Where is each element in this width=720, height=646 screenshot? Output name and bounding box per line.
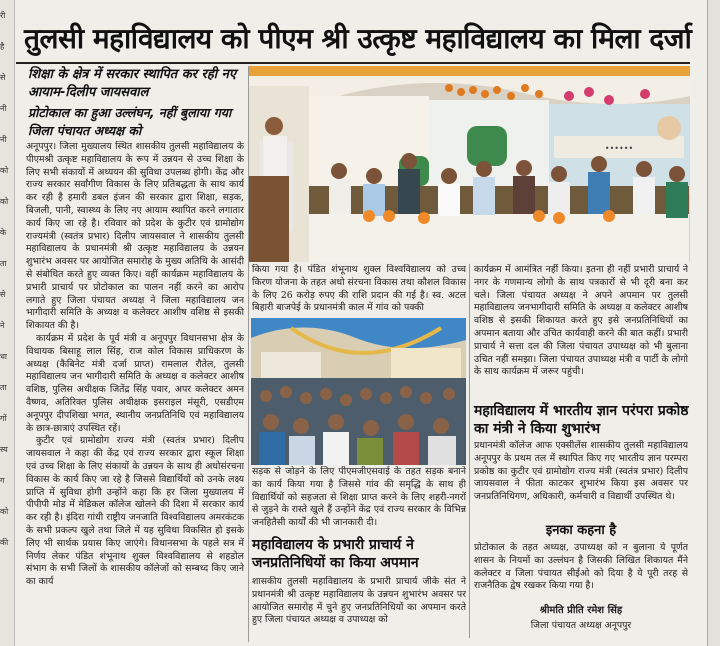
lead-paragraph-2: कार्यक्रम में प्रदेश के पूर्व मंत्री व अनूपपुर विधानसभा क्षेत्र के विधायक बिसाहू लाल सिंह, राज कोल विकास प्राधिकरण के अध्यक्ष (कैबिनेट मंत्री दर्जा प्राप्त) रामलाल रौतेल, तुलसी महाविद्यालय जन भागीदारी समिति के अध्यक्ष व कलेक्टर आशीष वशिष्ठ, पुलिस अधीक्षक जितेंद्र सिंह पवार, अपर कलेक्टर अमन वैष्णव, अतिरिक्त पुलिस अधीक्षक इसराइल मंसूरी, एसडीएम अनूपपुर दीपशिखा भगत, स्थानीय जनप्रतिनिधि एवं महाविद्यालय के छात्र-छात्राएं उपस्थित रहें। (26, 332, 244, 434)
lead-paragraph-1: अनूपपुर। जिला मुख्यालय स्थित शासकीय तुलसी महाविद्यालय के पीएमश्री उत्कृष्ट महाविद्यालय के रूप में उन्नयन से उच्च शिक्षा के लिए सभी संकायों में अध्ययन की सुविधा उपलब्ध होगी। केंद्र और राज्य सरकार सर्वांगीण विकास के लिए प्रतिबद्धता के साथ कार्य कर रही है हमारी डबल इंजन की सरकार द्वारा शिक्षा, सड़क, बिजली, पानी, स्वास्थ्य के लिए नए आयाम स्थापित करने लगातार कार्य किए जा रहे है। रविवार को प्रदेश के कुटीर एवं ग्रामोद्योग राज्यमंत्री (स्वतंत्र प्रभार) दिलीप जायसवाल ने शासकीय तुलसी महाविद्यालय के प्रधानमंत्री श्री उत्कृष्ट महाविद्यालय के उन्नयन शुभारंभ अवसर पर आयोजित समारोह के मुख्य अतिथि के आसंदी से संबोधित करते हुए व्यक्त किए। वहीं कार्यक्रम महाविद्यालय के प्रभारी प्राचार्य पर प्रोटोकाल का पालन नहीं करने का आरोप लगाते हुए जिला पंचायत अध्यक्ष ने जिला महाविद्यालय जन भागीदारी समिति के अध्यक्ष व कलेक्टर आशीष वशिष्ठ से इसकी शिकायत की है। (26, 141, 244, 332)
edge-fragment: को (0, 197, 9, 206)
column-divider-2 (469, 264, 470, 638)
signatory-title: जिला पंचायत अध्यक्ष अनूपपुर (530, 620, 632, 631)
edge-fragment: नी (0, 104, 7, 113)
edge-fragment: है (0, 42, 5, 51)
col3-text-c: प्रोटोकाल के तहत अध्यक्ष, उपाध्यक्ष को न बुलाना ये पूर्णत शासन के नियमों का उल्लंघन है जिसकी लिखित शिकायत मैंने कलेक्टर व जिला पंचायत सीईओ को दिया है ये पूरी तरह से राजनैतिक द्वेष रखकर किया गया है। (474, 542, 688, 592)
edge-fragment: ने (0, 321, 5, 330)
headline: तुलसी महाविद्यालय को पीएम श्री उत्कृष्ट महाविद्यालय का मिला दर्जा (24, 22, 692, 55)
signatory-name: श्रीमति प्रीति रमेश सिंह (539, 605, 623, 616)
subhead-2: प्रोटोकाल का हुआ उल्लंघन, नहीं बुलाया गया जिला पंचायत अध्यक्ष को (28, 105, 232, 138)
edge-fragment: स्य (0, 445, 8, 454)
col2-text-c: शासकीय तुलसी महाविद्यालय के प्रभारी प्राचार्य जीके संत ने प्रधानमंत्री श्री उत्कृष्ट महाविद्यालय के उन्नयन शुभारंभ अवसर पर आयोजित समारोह में चुने हुए जनप्रतिनिधियों का अपमान करते हुए जिला पंचायत अध्यक्ष व उपाध्यक्ष को (252, 576, 466, 626)
col3-text-b: प्रधानमंत्री कॉलेज आफ एक्सीलेंस शासकीय तुलसी महाविद्यालय अनूपपुर के प्रथम तल में स्थापित किए गए भारतीय ज्ञान परम्परा प्रकोष्ठ का कुटीर एवं ग्रामोद्योग राज्य मंत्री (स्वतंत्र प्रभार) दिलीप जायसवाल ने फीता काटकर शुभारंभ किया इस अवसर पर जनप्रतिनिधिगण, अधिकारी, कर्मचारी व विद्यार्थी उपस्थित थे। (474, 440, 688, 503)
audience-photo (251, 318, 466, 465)
statement-headline: इनका कहना है (545, 523, 617, 538)
col3-text-a: कार्यक्रम में आमंत्रित नहीं किया। इतना ही नहीं प्रभारी प्राचार्य ने नगर के गणमान्य लोगो के साथ पत्रकारों से भी दूरी बना कर चले। जिला पंचायत अध्यक्ष ने अपने अपमान पर तुलसी महाविद्यालय जनभागीदारी समिति के अध्यक्ष व कलेक्टर आशीष वशिष्ठ से इसकी शिकायत करते हुए इसे जनप्रतिनिधियों का अपमान बताया और उचित कार्यवाही करने की बात कहीं। प्रभारी प्राचार्य ने सत्ता दल की जिला पंचायत उपाध्यक्ष को भी बुलाना उचित नहीं समझा। जिला पंचायत उपाध्यक्ष मंत्री व पार्टी के लोगो के साथ कार्यक्रम में जरूर पहुंची। (474, 264, 688, 378)
edge-fragment: ता (0, 383, 7, 392)
headline-rule (16, 62, 690, 64)
right-page-edge (707, 0, 720, 646)
lead-article-body (26, 141, 244, 639)
edge-fragment: गों (0, 414, 7, 423)
adjacent-page-edge (0, 0, 15, 646)
edge-fragment: से (0, 290, 6, 299)
edge-fragment: ग (0, 476, 5, 485)
edge-fragment: ता (0, 259, 7, 268)
principal-insult-headline: महाविद्यालय के प्रभारी प्राचार्य ने जनप्रतिनिधियों का किया अपमान (252, 537, 419, 571)
edge-fragment: को (0, 507, 9, 516)
lead-paragraph-3: कुटीर एवं ग्रामोद्योग राज्य मंत्री (स्वतंत्र प्रभार) दिलीप जायसवाल ने कहा की केंद्र एवं राज्य सरकार द्वारा स्कूल शिक्षा एवं उच्च शिक्षा के लिए संकायों के उन्नयन के साथ ही अधोसंरचना विकास के कार्य किए जा रहे है जिससे विद्यार्थियों को उनके लक्ष्य प्राप्ति में सुविधा होगी उन्होंने कहा कि हर जिला मुख्यालय में पीपीपी मोड में मेडिकल कॉलेज खोलने की दिशा में सरकार कार्य कर रही है। इंदिरा गांधी राष्ट्रीय जनजाति विश्वविद्यालय अमरकंटक के सभी प्रकल्प खुले तथा जिले में यह सुविधा विकसित हो इसके लिए भी सार्थक प्रयास किए जाएंगे। विधानसभा के पहले सत्र में निर्णय लेकर पंडित शंभूनाथ शुक्ल विश्वविद्यालय से शहडोल संभाग के सभी जिलों के शासकीय कॉलेजों को सम्बध्द किए जाने का कार्य (26, 435, 244, 588)
edge-fragment: की (0, 538, 9, 547)
subhead-1: शिक्षा के क्षेत्र में सरकार स्थापित कर रही नए आयाम-दिलीप जायसवाल (28, 67, 237, 100)
knowledge-cell-headline: महाविद्यालय में भारतीय ज्ञान परंपरा प्रकोष्ठ का मंत्री ने किया शुभारंभ (474, 403, 689, 437)
col2-text-b: सड़क से जोड़ने के लिए पीएमजीएसवाई के तहत सड़क बनाने का कार्य किया गया है जिससे गांव की समृद्धि के साथ ही विद्यार्थियों को सहजता से शिक्षा प्राप्त करने के लिए शहरी-नगरों से जुड़ने के रास्ते खुले हैं उन्होंने केंद्र एवं राज्य सरकार के विभिन्न जनहितैसी कार्यों की भी जानकारी दी। (252, 466, 466, 529)
svg-text:••••••: •••••• (604, 144, 634, 153)
edge-fragment: री (0, 11, 6, 20)
edge-fragment: धा (0, 352, 7, 361)
edge-fragment: से (0, 73, 6, 82)
edge-fragment: को (0, 166, 9, 175)
edge-fragment: नी (0, 135, 7, 144)
col2-text-a: किया गया है। पंडित शंभूनाथ शुक्ल विश्वविद्यालय को उच्च किरण योजना के तहत अधो संरचना विकास तथा कौशल विकास के लिए 26 करोड़ रुपए की राशि प्रदान की गई है। स्व. अटल बिहारी बाजपेई के प्रधानमंत्री काल में गांव को पक्की (252, 264, 466, 314)
edge-fragment: के (0, 228, 7, 237)
stage-ceremony-photo (249, 66, 690, 262)
